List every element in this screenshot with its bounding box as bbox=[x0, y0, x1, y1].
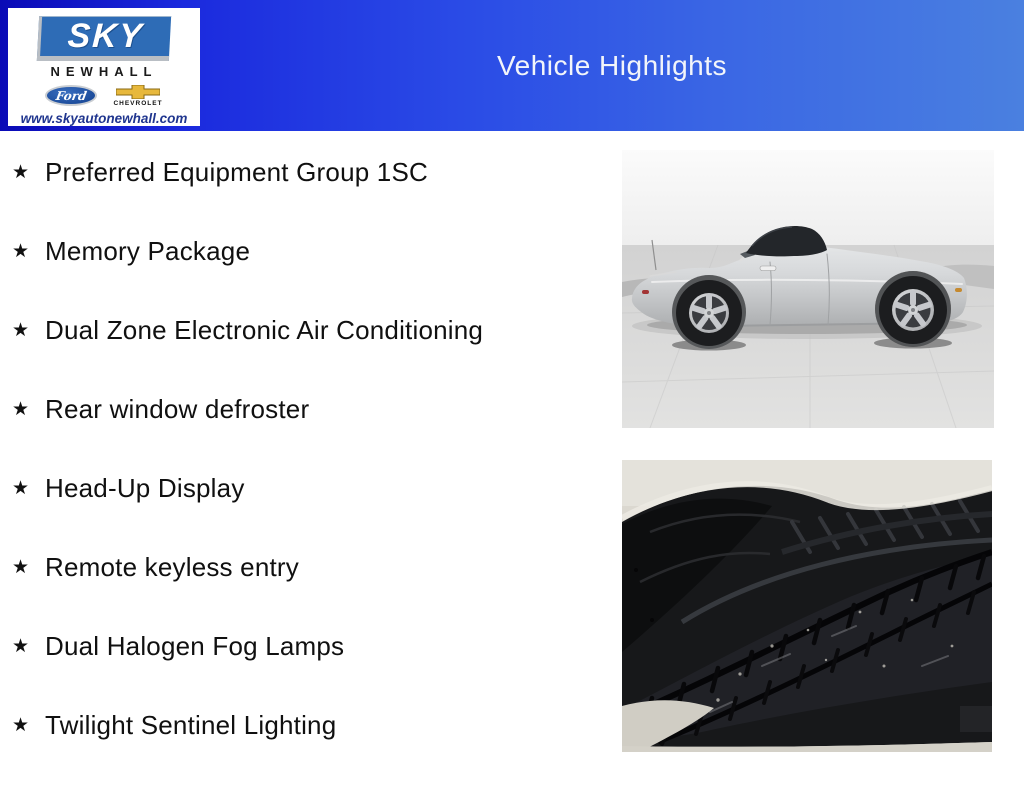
star-bullet-icon: ★ bbox=[12, 478, 30, 499]
website-url: www.skyautonewhall.com bbox=[20, 111, 188, 126]
chevrolet-logo-icon bbox=[113, 85, 162, 107]
list-item bbox=[12, 709, 483, 742]
list-item bbox=[12, 551, 483, 584]
page-title: Vehicle Highlights bbox=[496, 50, 728, 81]
list-item bbox=[12, 630, 483, 663]
star-bullet-icon: ★ bbox=[12, 162, 30, 183]
highlight-text: Remote keyless entry bbox=[45, 552, 299, 582]
dealer-logo bbox=[8, 8, 200, 126]
star-bullet-icon: ★ bbox=[12, 241, 30, 262]
star-bullet-icon: ★ bbox=[12, 320, 30, 341]
highlight-text: Preferred Equipment Group 1SC bbox=[45, 157, 428, 187]
vehicle-side-photo bbox=[622, 150, 994, 428]
star-bullet-icon: ★ bbox=[12, 399, 30, 420]
sky-logo-text: SKY bbox=[66, 17, 145, 55]
star-bullet-icon: ★ bbox=[12, 715, 30, 736]
list-item bbox=[12, 314, 483, 347]
chevrolet-label: CHEVROLET bbox=[113, 99, 163, 107]
star-bullet-icon: ★ bbox=[12, 636, 30, 657]
highlight-text: Dual Halogen Fog Lamps bbox=[45, 631, 345, 661]
highlight-text: Dual Zone Electronic Air Conditioning bbox=[45, 315, 484, 345]
sky-logo bbox=[37, 16, 171, 61]
dealership-name: NEWHALL bbox=[50, 64, 158, 79]
highlight-text: Head-Up Display bbox=[45, 473, 245, 503]
header-banner bbox=[0, 0, 1024, 131]
chevrolet-bowtie-icon bbox=[116, 85, 160, 99]
brand-logos-row bbox=[45, 82, 162, 109]
highlight-text: Memory Package bbox=[45, 236, 251, 266]
list-item bbox=[12, 235, 483, 268]
list-item bbox=[12, 156, 483, 189]
highlights-list bbox=[12, 156, 483, 788]
tire-closeup-photo bbox=[622, 460, 992, 752]
star-bullet-icon: ★ bbox=[12, 557, 30, 578]
highlight-text: Twilight Sentinel Lighting bbox=[45, 710, 337, 740]
highlight-text: Rear window defroster bbox=[45, 394, 310, 424]
list-item bbox=[12, 472, 483, 505]
ford-logo-icon: Ford bbox=[45, 85, 97, 106]
list-item bbox=[12, 393, 483, 426]
